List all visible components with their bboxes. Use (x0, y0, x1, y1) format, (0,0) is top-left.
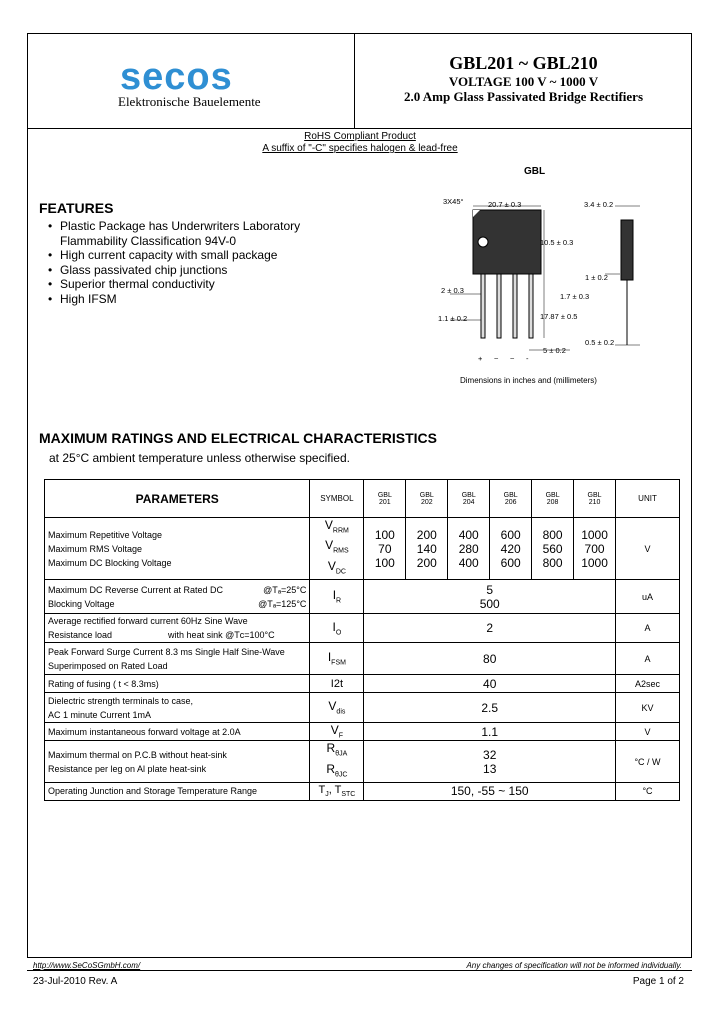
pin-mark-ac1: ~ (494, 354, 499, 363)
header-gbl206: GBL 206 (490, 480, 532, 518)
lead-1 (481, 274, 485, 338)
dim-height: 10.5 ± 0.3 (540, 238, 574, 247)
table-row: Average rectified forward current 60Hz Sine Wave Resistance load with heat sink @Tᴄ=100°C $I_O$ 2 A (45, 614, 680, 643)
table-row: Rating of fusing ( t < 8.3ms) I2t 40 A2sec (45, 675, 680, 693)
dim-side-lead: 0.5 ± 0.2 (585, 338, 615, 347)
pin-mark-minus: - (526, 354, 529, 363)
pin-mark-ac2: ~ (510, 354, 515, 363)
header-gbl210: GBL 210 (574, 480, 616, 518)
header-gbl204: GBL 204 (448, 480, 490, 518)
table-row: Dielectric strength terminals to case, AC 1 minute Current 1mA $V_{dis}$ 2.5 KV (45, 693, 680, 723)
rohs-line-1: RoHS Compliant Product (304, 131, 416, 142)
lead-3 (513, 274, 517, 338)
dim-lead-gap: 1.7 ± 0.3 (560, 292, 590, 301)
header-parameters: PARAMETERS (45, 480, 310, 518)
part-range: GBL201 ~ GBL210 (449, 53, 598, 73)
header-symbol: SYMBOL (310, 480, 364, 518)
table-row: Maximum instantaneous forward voltage at 2.0A $V_F$ 1.1 V (45, 723, 680, 741)
table-row: Maximum thermal on P.C.B without heat-sink Resistance per leg on Al plate heat-sink $R_{\theta JA}$ $R_{\theta JC}$ 32 13 °C / W (45, 741, 680, 783)
dim-lead-offset: 2 ± 0.3 (441, 286, 464, 295)
dim-lead-thickness: 1.1 ± 0.2 (438, 314, 468, 323)
table-row: Operating Junction and Storage Temperature Range $T_J$, $T_{STC}$ 150, -55 ~ 150 °C (45, 782, 680, 800)
revision-date: 23-Jul-2010 Rev. A (33, 976, 118, 987)
rohs-line-2: A suffix of "-C" specifies halogen & lead-free (262, 143, 458, 154)
footer-divider (27, 970, 692, 971)
package-drawing (430, 190, 680, 370)
company-url-link[interactable]: http://www.SeCoSGmbH.com/ (33, 961, 141, 970)
feature-item: • Plastic Package has Underwriters Laboratory (48, 219, 301, 233)
header-gbl208: GBL 208 (532, 480, 574, 518)
feature-item: • High current capacity with small package (48, 248, 278, 263)
table-row: Maximum DC Reverse Current at Rated DC @Tₐ=25°C Blocking Voltage @Tₐ=125°C $I_R$ 5 500 uA (45, 580, 680, 614)
table-header-row (45, 480, 680, 518)
dim-thickness: 3.4 ± 0.2 (584, 200, 614, 209)
table-row: Maximum Repetitive Voltage Maximum RMS Voltage Maximum DC Blocking Voltage $V_{RRM}$ $V_{RMS}$ $V_{DC}$ 100 70 100 200 140 200 400 280 400 600 420 600 800 560 800 1000 700 1000 V (45, 518, 680, 580)
dim-width: 20.7 ± 0.3 (488, 200, 522, 209)
spec-change-note: Any changes of specification will not be informed individually. (466, 961, 682, 970)
mounting-hole (478, 237, 488, 247)
ratings-heading: MAXIMUM RATINGS AND ELECTRICAL CHARACTERISTICS (39, 430, 437, 446)
company-tagline: Elektronische Bauelemente (118, 94, 261, 109)
voltage-range: VOLTAGE 100 V ~ 1000 V (448, 74, 599, 89)
page-number: Page 1 of 2 (632, 976, 684, 987)
ratings-table (44, 479, 680, 801)
pin-mark-plus: + (478, 354, 483, 363)
feature-item: • Glass passivated chip junctions (48, 262, 228, 277)
company-logo: secos (120, 56, 233, 98)
feature-item: • High IFSM (48, 291, 117, 306)
header-gbl202: GBL 202 (406, 480, 448, 518)
product-description: 2.0 Amp Glass Passivated Bridge Rectifiers (403, 89, 644, 104)
feature-item: Flammability Classification 94V-0 (60, 233, 237, 248)
header-gbl201: GBL 201 (364, 480, 406, 518)
header-unit: UNIT (616, 480, 680, 518)
package-side (621, 220, 633, 280)
header-divider (27, 128, 692, 129)
package-label: GBL (524, 166, 546, 177)
features-list (48, 219, 300, 307)
dim-lead-width: 1 ± 0.2 (585, 273, 608, 282)
dim-pitch: 5 ± 0.2 (543, 346, 566, 355)
dim-lead-length: 17.87 ± 0.5 (540, 312, 578, 321)
title-block (355, 52, 692, 104)
dimension-caption: Dimensions in inches and (millimeters) (460, 376, 597, 385)
feature-item: • Superior thermal conductivity (48, 277, 215, 292)
dim-chamfer: 3X45° (443, 197, 464, 206)
lead-2 (497, 274, 501, 338)
rohs-note (200, 131, 520, 155)
lead-4 (529, 274, 533, 338)
table-row: Peak Forward Surge Current 8.3 ms Single Half Sine-Wave Superimposed on Rated Load $I_{FSM}$ 80 A (45, 643, 680, 675)
ratings-subheading: at 25°C ambient temperature unless otherwise specified. (49, 451, 350, 465)
features-heading: FEATURES (39, 200, 114, 216)
